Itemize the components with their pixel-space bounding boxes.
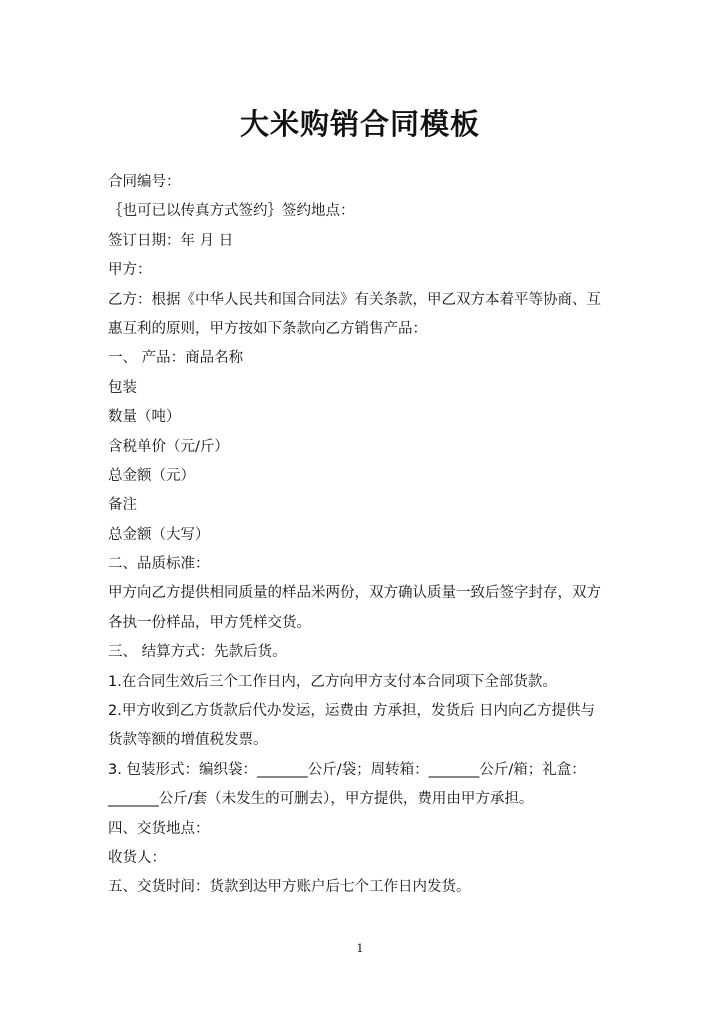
text-line: 各执一份样品，甲方凭样交货。 — [108, 614, 311, 631]
text-line: 收货人： — [108, 849, 166, 866]
text-line: 五、交货时间：货款到达甲方账户后七个工作日内发货。 — [108, 879, 471, 896]
text-line: 惠互利的原则，甲方按如下条款向乙方销售产品： — [108, 320, 427, 337]
text-line: 合同编号： — [108, 174, 181, 190]
text-line: 签订日期：年 月 日 — [108, 232, 234, 249]
text-line: 甲方： — [108, 262, 152, 279]
text-line: 总金额（大写） — [108, 526, 210, 543]
text-line: 二、品质标准： — [108, 556, 210, 573]
text-line: 乙方：根据《中华人民共和国合同法》有关条款，甲乙双方本着平等协商、互 — [108, 291, 601, 308]
text-line: 包装 — [108, 379, 137, 396]
text-line: 3. 包装形式：编织袋：_______公斤/袋；周转箱：_______公斤/箱；礼盒： — [108, 761, 586, 778]
text-line: 三、 结算方式：先款后货。 — [108, 644, 287, 661]
text-line: 备注 — [108, 497, 137, 514]
text-line: 货款等额的增值税发票。 — [108, 732, 268, 749]
document-body — [108, 168, 618, 903]
text-line: 一、 产品：商品名称 — [108, 350, 244, 367]
text-line: 四、交货地点： — [108, 820, 210, 837]
text-line: 2.甲方收到乙方货款后代办发运，运费由 方承担，发货后 日内向乙方提供与 — [108, 703, 596, 720]
text-line: 总金额（元） — [108, 467, 195, 484]
text-line: 含税单价（元/斤） — [108, 438, 229, 455]
text-line: 1.在合同生效后三个工作日内，乙方向甲方支付本合同项下全部货款。 — [108, 673, 557, 690]
text-line: 数量（吨） — [108, 409, 181, 426]
text-line: 甲方向乙方提供相同质量的样品米两份，双方确认质量一致后签字封存，双方 — [108, 585, 601, 602]
text-line: ｛也可已以传真方式签约｝签约地点： — [108, 203, 355, 220]
document-title: 大米购销合同模板 — [239, 107, 480, 141]
text-line: _______公斤/套（未发生的可删去），甲方提供，费用由甲方承担。 — [108, 791, 534, 808]
page-number: 1 — [356, 942, 364, 955]
